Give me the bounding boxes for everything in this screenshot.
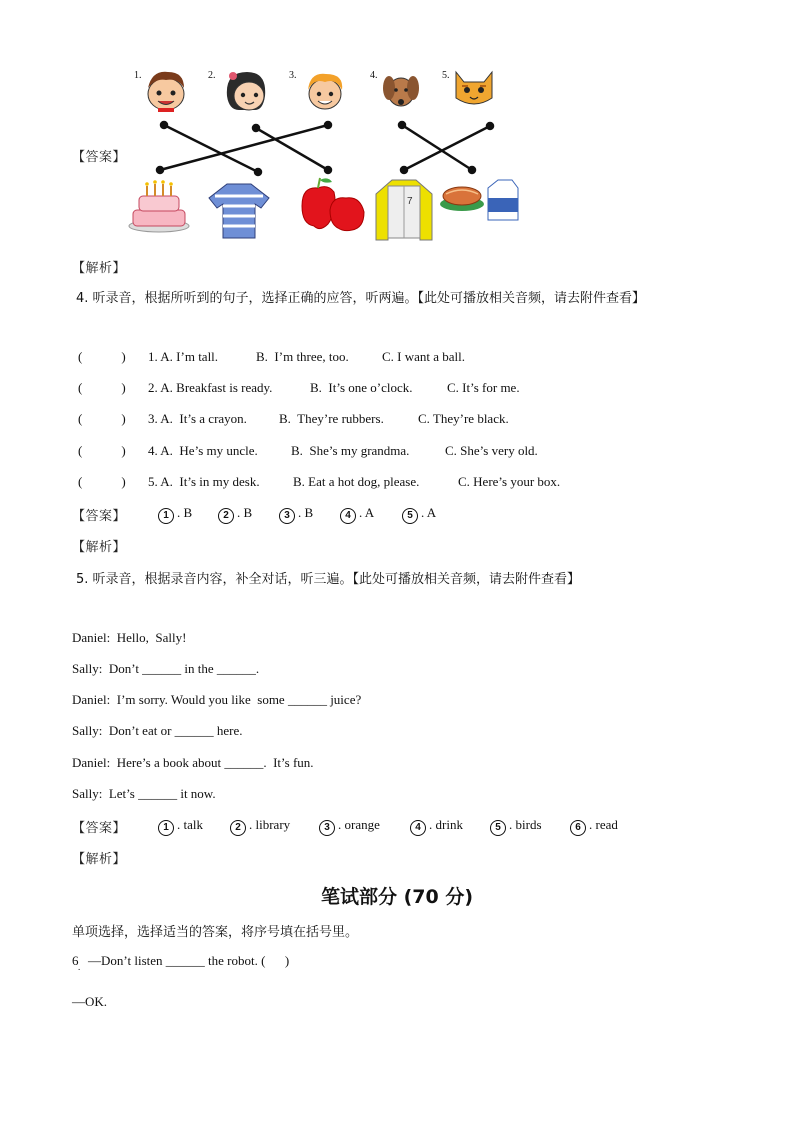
question-number: 6 [72,953,79,968]
option-c: C. It’s for me. [447,380,520,395]
analysis-label: 【解析】 [72,852,127,867]
answer-blank[interactable]: ( ) [78,380,126,395]
answer-item: 1 . B [158,505,192,524]
q6-reply-line: —OK. [72,994,108,1009]
boy-face-icon [138,66,194,112]
option-c: C. She’s very old. [445,443,538,458]
circled-number: 6 [570,820,586,836]
pie-and-milk-icon [440,176,522,224]
picture-number: 3. [289,70,297,81]
answer-blank[interactable]: ( ) [78,443,126,458]
q5-answers [0,817,794,835]
analysis-label: 【解析】 [72,261,127,276]
dialogue-line: Sally: Don’t eat or ______ here. [72,723,243,738]
option-b: B. Eat a hot dog, please. [293,474,420,489]
option-a: 4. A. He’s my uncle. [148,443,258,458]
circled-number: 1 [158,508,174,524]
cake-icon [127,180,191,234]
circled-number: 5 [490,820,506,836]
question-number-dot: . [78,962,81,972]
picture-number: 5. [442,70,450,81]
answer-item: 5 . A [402,505,436,524]
q5-instruction: 5. 听录音，根据录音内容，补全对话，听三遍。【此处可播放相关音频，请去附件查看】 [76,572,581,587]
circled-number: 2 [230,820,246,836]
option-b: B. They’re rubbers. [279,411,384,426]
answer-item: 5 . birds [490,817,542,836]
answer-item: 6 . read [570,817,618,836]
dialogue-line: Daniel: Here’s a book about ______. It’s fun. [72,755,314,770]
answer-blank[interactable]: ( ) [78,411,126,426]
answer-label: 【答案】 [72,509,127,524]
picture-number: 1. [134,70,142,81]
circled-number: 4 [410,820,426,836]
circled-number: 3 [319,820,335,836]
option-b: B. I’m three, too. [256,349,349,364]
answer-label: 【答案】 [72,150,127,165]
answer-item: 3 . B [279,505,313,524]
answer-item: 2 . library [230,817,290,836]
option-c: C. Here’s your box. [458,474,561,489]
striped-shirt-icon [207,180,271,242]
answer-item: 2 . B [218,505,252,524]
q4-answers [0,505,794,523]
analysis-label: 【解析】 [72,540,127,555]
answer-item: 1 . talk [158,817,203,836]
q4-instruction: 4. 听录音，根据所听到的句子，选择正确的应答，听两遍。【此处可播放相关音频，请去附件查看】 [76,291,646,306]
dialogue-line: Daniel: Hello, Sally! [72,630,187,645]
jacket-icon [374,176,434,242]
section-instruction: 单项选择，选择适当的答案，将序号填在括号里。 [72,925,359,940]
option-a: 3. A. It’s a crayon. [148,411,247,426]
girl-face-icon [219,66,273,114]
option-b: B. She’s my grandma. [291,443,410,458]
picture-number: 4. [370,70,378,81]
circled-number: 4 [340,508,356,524]
option-a: 5. A. It’s in my desk. [148,474,260,489]
answer-label: 【答案】 [72,821,127,836]
blonde-boy-face-icon [300,68,350,112]
apples-icon [298,176,368,232]
answer-item: 4 . drink [410,817,463,836]
option-c: C. They’re black. [418,411,509,426]
option-b: B. It’s one o’clock. [310,380,413,395]
cat-icon [452,66,496,108]
section-title: 笔试部分 (70 分) [320,886,474,908]
dialogue-line: Sally: Don’t ______ in the ______. [72,661,260,676]
svg-text:7: 7 [407,196,413,207]
circled-number: 5 [402,508,418,524]
option-a: 2. A. Breakfast is ready. [148,380,273,395]
answer-blank[interactable]: ( ) [78,349,126,364]
circled-number: 3 [279,508,295,524]
circled-number: 1 [158,820,174,836]
q6-question-line: —Don’t listen ______ the robot. ( ) [88,953,290,968]
dialogue-line: Sally: Let’s ______ it now. [72,786,216,801]
picture-number: 2. [208,70,216,81]
answer-item: 4 . A [340,505,374,524]
matching-lines [150,118,510,178]
answer-blank[interactable]: ( ) [78,474,126,489]
circled-number: 2 [218,508,234,524]
option-c: C. I want a ball. [382,349,466,364]
dog-icon [380,68,420,112]
answer-item: 3 . orange [319,817,380,836]
dialogue-line: Daniel: I’m sorry. Would you like some ______ juice? [72,692,362,707]
option-a: 1. A. I’m tall. [148,349,219,364]
